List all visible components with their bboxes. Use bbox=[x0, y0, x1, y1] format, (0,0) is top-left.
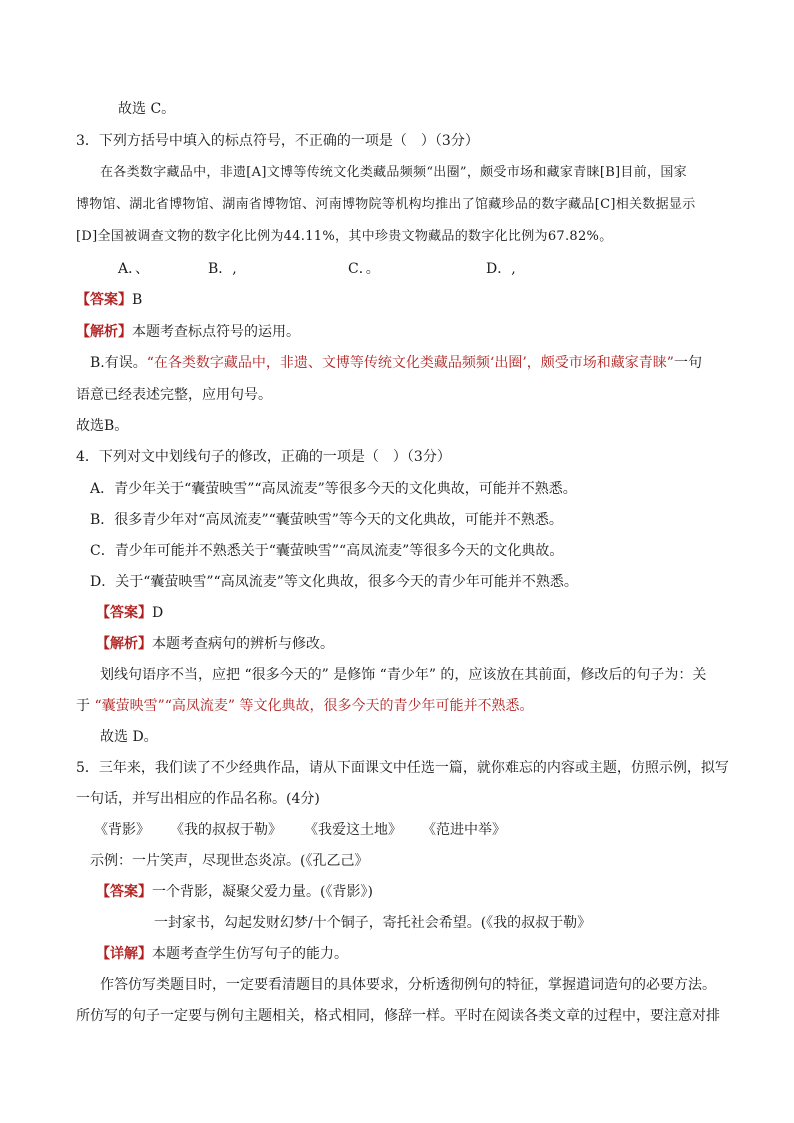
q5-body-line-2: 所仿写的句子一定要与例句主题相关，格式相同，修辞一样。平时在阅读各类文章的过程中，要注意对排 bbox=[76, 1008, 720, 1024]
q5-example: 示例：一片笑声，尽现世态炎凉。(《孔乙己》 bbox=[90, 853, 369, 869]
q5-answer-2: 一封家书，勾起发财幻梦/十个铜子，寄托社会希望。(《我的叔叔于勒》 bbox=[154, 915, 592, 931]
q5-answer-row bbox=[96, 882, 373, 902]
q3-answer-row bbox=[76, 290, 142, 310]
q5-work-1: 《背影》 bbox=[94, 822, 150, 838]
q4-analysis: 本题考查病句的辨析与修改。 bbox=[152, 636, 334, 652]
q5-stem-line-2: 一句话，并写出相应的作品名称。(4分) bbox=[76, 791, 320, 807]
q5-stem-line-1: 5．三年来，我们读了不少经典作品，请从下面课文中任选一篇，就你难忘的内容或主题，仿照示例，拟写 bbox=[76, 760, 729, 776]
q3-passage-line-2: 博物馆、湖北省博物馆、湖南省博物馆、河南博物院等机构均推出了馆藏珍品的数字藏品[C]相关数据显示 bbox=[76, 197, 696, 212]
q5-detail: 本题考查学生仿写句子的能力。 bbox=[152, 946, 348, 962]
q4-detail-line-2 bbox=[76, 696, 534, 716]
q4-option-d: D．关于“囊萤映雪”“高凤流麦”等文化典故，很多今天的青少年可能并不熟悉。 bbox=[90, 574, 578, 590]
q4-conclusion: 故选 D。 bbox=[100, 729, 158, 745]
q5-answer-1: 一个背影，凝聚父爱力量。(《背影》) bbox=[152, 884, 373, 900]
q3-detail-line-1 bbox=[90, 353, 702, 373]
q4-detail-quote: “囊萤映雪”“高凤流麦” 等文化典故，很多今天的青少年可能并不熟悉。 bbox=[94, 698, 534, 714]
q3-option-b: B．, bbox=[208, 261, 237, 277]
q2-conclusion: 故选 C。 bbox=[118, 101, 176, 117]
q4-answer-row bbox=[96, 603, 163, 623]
q4-answer: D bbox=[152, 605, 164, 621]
q4-option-b: B．很多青少年对“高凤流麦”“囊萤映雪”等今天的文化典故，可能并不熟悉。 bbox=[90, 512, 563, 528]
q3-detail-suffix: 一句 bbox=[673, 355, 702, 371]
q3-analysis: 本题考查标点符号的运用。 bbox=[132, 324, 300, 340]
q5-work-4: 《范进中举》 bbox=[422, 822, 506, 838]
q3-option-c: C．。 bbox=[348, 261, 380, 277]
q4-detail-line-1: 划线句语序不当，应把 “很多今天的” 是修饰 “青少年” 的，应该放在其前面，修改后的句子为：关 bbox=[100, 667, 707, 683]
q3-option-d: D．, bbox=[486, 261, 516, 277]
q4-option-a: A．青少年关于“囊萤映雪”“高凤流麦”等很多今天的文化典故，可能并不熟悉。 bbox=[90, 481, 577, 497]
q4-answer-tag: 【答案】 bbox=[96, 605, 152, 621]
q5-detail-tag: 【详解】 bbox=[96, 946, 152, 962]
q3-answer: B bbox=[132, 292, 143, 308]
q3-option-a: A．、 bbox=[118, 261, 150, 277]
q3-analysis-tag: 【解析】 bbox=[76, 324, 132, 340]
q3-analysis-row bbox=[76, 322, 300, 342]
q3-detail-quote: “在各类数字藏品中，非遗、文博等传统文化类藏品频频‘出圈’，颇受市场和藏家青睐” bbox=[146, 355, 674, 371]
q3-passage-line-3: [D]全国被调查文物的数字化比例为44.11%，其中珍贵文物藏品的数字化比例为67.82%。 bbox=[76, 229, 613, 244]
q5-detail-row bbox=[96, 944, 348, 964]
q3-answer-tag: 【答案】 bbox=[76, 292, 132, 308]
q4-analysis-tag: 【解析】 bbox=[96, 636, 152, 652]
q5-body-line-1: 作答仿写类题目时，一定要看清题目的具体要求，分析透彻例句的特征，掌握遣词造句的必要方法。 bbox=[100, 977, 716, 993]
q4-option-c: C．青少年可能并不熟悉关于“囊萤映雪”“高凤流麦”等很多今天的文化典故。 bbox=[90, 543, 564, 559]
q5-work-3: 《我爱这土地》 bbox=[304, 822, 402, 838]
q3-detail-prefix: B.有误。 bbox=[90, 355, 147, 371]
q4-analysis-row bbox=[96, 634, 334, 654]
q3-conclusion: 故选B。 bbox=[76, 418, 129, 434]
q4-stem: 4．下列对文中划线句子的修改，正确的一项是（ ）（3分） bbox=[76, 449, 451, 465]
q3-detail-line-2: 语意已经表述完整，应用句号。 bbox=[76, 387, 272, 403]
q4-detail-prefix: 于 bbox=[76, 698, 90, 714]
q3-stem: 3．下列方括号中填入的标点符号，不正确的一项是（ ）（3分） bbox=[76, 133, 479, 149]
q5-work-2: 《我的叔叔于勒》 bbox=[170, 822, 282, 838]
q3-passage-line-1: 在各类数字藏品中，非遗[A]文博等传统文化类藏品频频“出圈”，颇受市场和藏家青睐[B]目前，国家 bbox=[100, 165, 687, 180]
q5-answer-tag: 【答案】 bbox=[96, 884, 152, 900]
